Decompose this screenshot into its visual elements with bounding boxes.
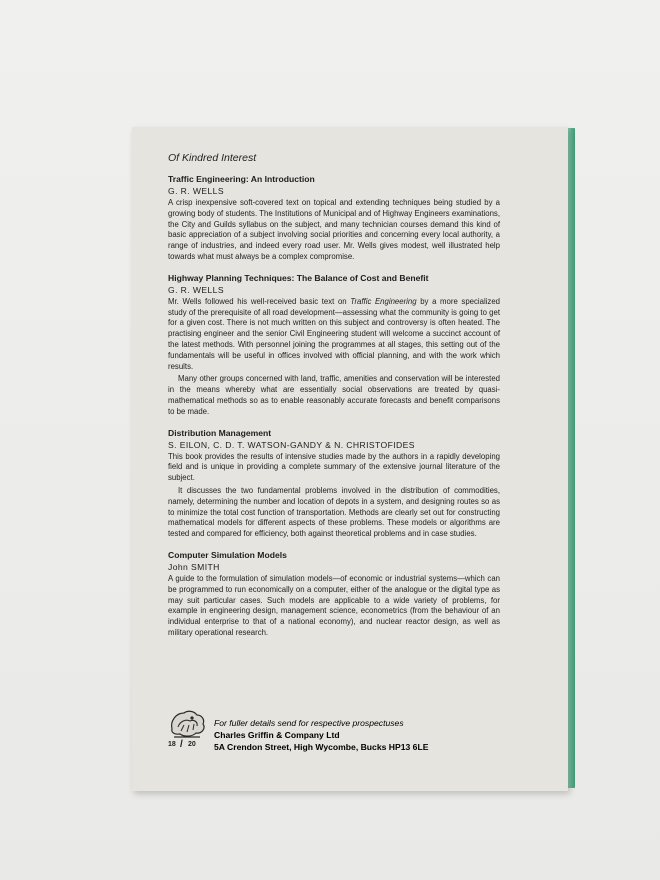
entry-description: It discusses the two fundamental problems involved in the distribution of commodities, namely, determining the number and location of depots in a system, and designing routes so as to minimize the total cost function of transportation. Methods are clearly set out for constructing mathematical models for different aspects of these problems. These models or algorithms are tested and compared for efficiency, both against theoretical problems and in case studies. [168, 485, 500, 539]
entry-description: A crisp inexpensive soft-covered text on topical and extending techniques being studied by a growing body of students. The Institutions of Municipal and of Highway Engineers examinations, the City and Guilds syllabus on the subject, and many technician courses demand this kind of basic appreciation of a subject involving social priorities and concerning every local authority, a range of industries, and indeed every road user. Mr. Wells gives modest, well illustrated help towards what must always be a complex compromise. [168, 198, 500, 261]
book-entry-computer-simulation [168, 549, 500, 639]
entry-title: Computer Simulation Models [168, 549, 287, 560]
entry-title: Highway Planning Techniques: The Balance of Cost and Benefit [168, 272, 429, 283]
entry-author: S. EILON, C. D. T. WATSON-GANDY & N. CHRISTOFIDES [168, 439, 415, 450]
entry-description: A guide to the formulation of simulation models—of economic or industrial systems—which can be programmed to run economically on a computer, either of the analogue or the digital type as may suit particular cases. Such models are applicable to a wide variety of problems, for example in engineering design, management science, econometrics (from the behaviour of an individual enterprise to that of a national economy), and nuclear reactor design, as well as military operational research. [168, 573, 500, 637]
publisher-info [214, 717, 494, 753]
entry-author: John SMITH [168, 561, 220, 572]
entry-title: Distribution Management [168, 427, 272, 438]
entry-author: G. R. WELLS [168, 186, 224, 196]
entry-title: Traffic Engineering: An Introduction [168, 174, 315, 184]
publisher-address: 5A Crendon Street, High Wycombe, Bucks HP13 6LE [214, 742, 429, 752]
logo-number-right: 20 [188, 741, 196, 748]
logo-number-left: 18 [168, 741, 176, 748]
publisher-block [166, 707, 486, 755]
entry-description: Many other groups concerned with land, traffic, amenities and conservation will be interested in the means whereby what are essentially social observations are treated by quasi-mathematical methods so as to enable reasonably accurate forecasts and benefit comparisons to be made. [168, 374, 500, 416]
entry-description: This book provides the results of intensive studies made by the authors in a rapidly developing field and is unique in providing a complete summary of the extensive journal literature of the subject. [168, 451, 500, 483]
description-text: by a more specialized study of the prerequisite of all road development—assessing what the community is going to get for a given cost. There is not much written on this subject and controversy is often heated. The practising engineer and the senior Civil Engineering student will welcome a succinct account of the latest methods. With personnel joining the programmes at all stages, this setting out of the fundamentals will be useful in offices involved with official planning, and with the work which results. [168, 296, 500, 371]
italic-title: Traffic Engineering [350, 296, 417, 306]
book-entry-distribution-management [168, 427, 500, 540]
publisher-note: For fuller details send for respective prospectuses [214, 718, 404, 728]
section-heading: Of Kindred Interest [168, 152, 257, 164]
description-text: Mr. Wells followed his well-received basic text on [168, 296, 351, 306]
entry-description [168, 297, 500, 373]
publisher-name: Charles Griffin & Company Ltd [214, 730, 340, 740]
griffin-emblem-icon [166, 707, 208, 741]
cover-text [168, 152, 500, 648]
griffin-logo-icon [166, 707, 208, 753]
book-entry-highway-planning [168, 272, 500, 418]
entry-author: G. R. WELLS [168, 284, 224, 295]
logo-divider: / [180, 739, 183, 750]
book-entry-traffic-engineering [168, 173, 500, 263]
